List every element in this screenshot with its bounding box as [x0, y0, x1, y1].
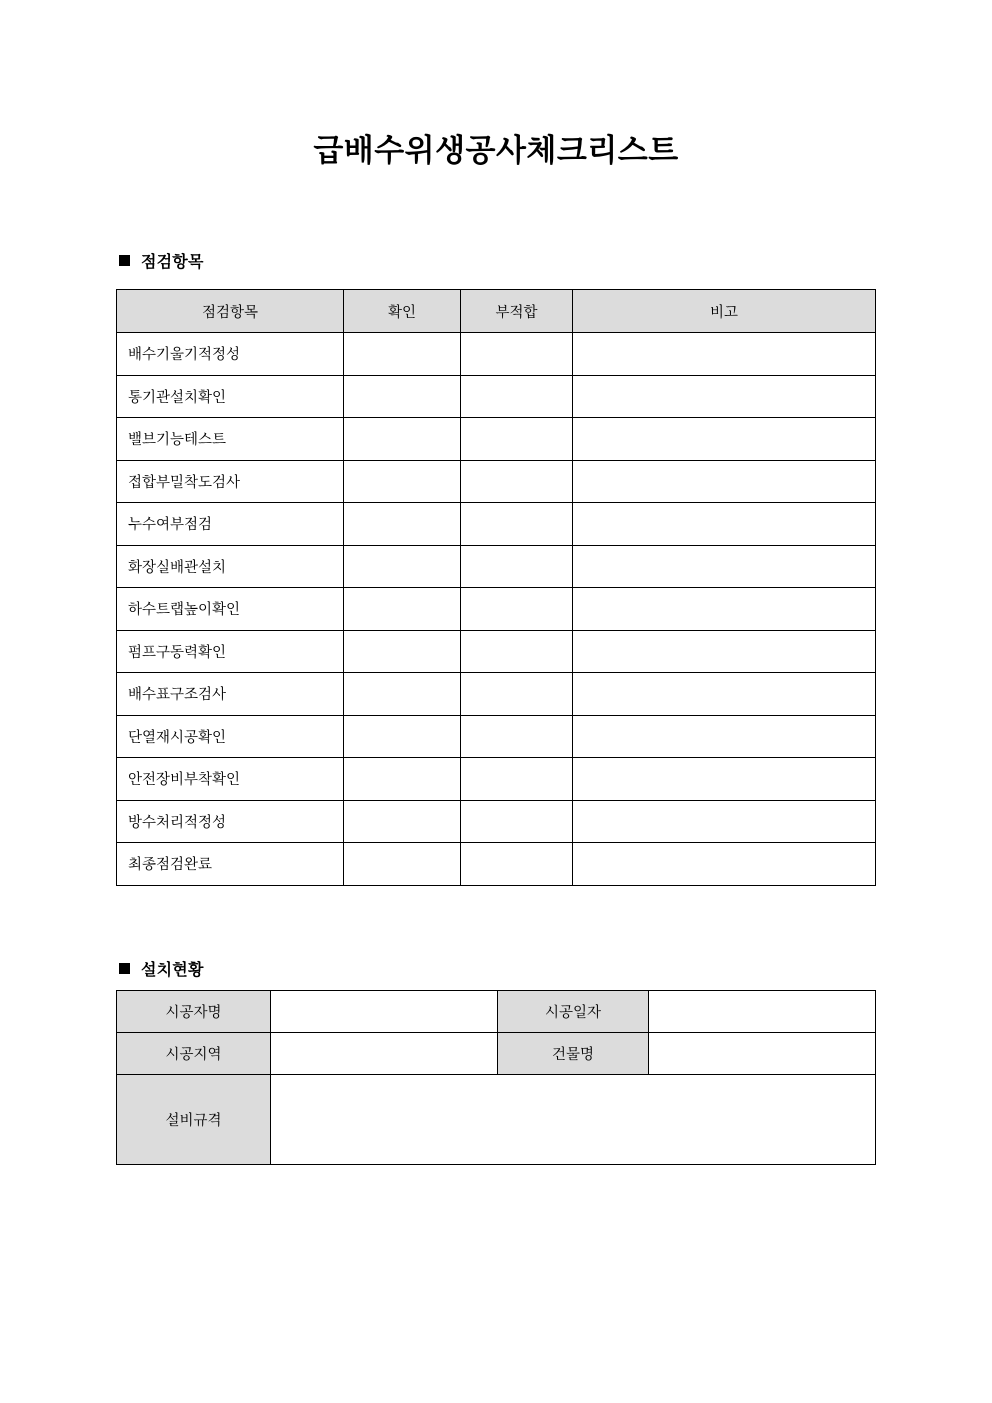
fail-field[interactable] [461, 503, 573, 546]
note-field[interactable] [573, 673, 876, 716]
check-field[interactable] [344, 375, 461, 418]
inspection-item-label: 하수트랩높이확인 [117, 588, 344, 631]
table-row [117, 460, 876, 503]
equipment-spec-label: 설비규격 [117, 1075, 271, 1165]
column-header-note: 비고 [573, 290, 876, 333]
check-field[interactable] [344, 418, 461, 461]
table-row [117, 375, 876, 418]
building-name-field[interactable] [649, 1033, 876, 1075]
note-field[interactable] [573, 503, 876, 546]
table-row [117, 673, 876, 716]
note-field[interactable] [573, 375, 876, 418]
table-row [117, 800, 876, 843]
table-row [117, 843, 876, 886]
inspection-item-label: 누수여부점검 [117, 503, 344, 546]
check-field[interactable] [344, 715, 461, 758]
check-field[interactable] [344, 588, 461, 631]
inspection-item-label: 밸브기능테스트 [117, 418, 344, 461]
check-field[interactable] [344, 460, 461, 503]
note-field[interactable] [573, 460, 876, 503]
work-date-label: 시공일자 [498, 991, 649, 1033]
note-field[interactable] [573, 715, 876, 758]
table-row [117, 758, 876, 801]
table-row [117, 545, 876, 588]
fail-field[interactable] [461, 588, 573, 631]
table-row [117, 588, 876, 631]
filled-square-bullet-icon [119, 963, 130, 974]
table-row [117, 1033, 876, 1075]
fail-field[interactable] [461, 758, 573, 801]
fail-field[interactable] [461, 460, 573, 503]
builder-name-field[interactable] [271, 991, 498, 1033]
inspection-item-label: 최종점검완료 [117, 843, 344, 886]
fail-field[interactable] [461, 843, 573, 886]
check-field[interactable] [344, 758, 461, 801]
column-header-check: 확인 [344, 290, 461, 333]
check-field[interactable] [344, 503, 461, 546]
fail-field[interactable] [461, 630, 573, 673]
note-field[interactable] [573, 545, 876, 588]
inspection-item-label: 방수처리적정성 [117, 800, 344, 843]
check-field[interactable] [344, 843, 461, 886]
section-heading-install-status-label: 설치현황 [141, 960, 204, 979]
equipment-spec-field[interactable] [271, 1075, 876, 1165]
inspection-item-label: 화장실배관설치 [117, 545, 344, 588]
table-row [117, 418, 876, 461]
note-field[interactable] [573, 843, 876, 886]
page-title: 급배수위생공사체크리스트 [313, 133, 679, 169]
inspection-item-label: 배수표구조검사 [117, 673, 344, 716]
check-field[interactable] [344, 545, 461, 588]
fail-field[interactable] [461, 800, 573, 843]
work-date-field[interactable] [649, 991, 876, 1033]
fail-field[interactable] [461, 673, 573, 716]
table-row [117, 630, 876, 673]
fail-field[interactable] [461, 418, 573, 461]
inspection-item-label: 안전장비부착확인 [117, 758, 344, 801]
table-row [117, 715, 876, 758]
fail-field[interactable] [461, 333, 573, 376]
note-field[interactable] [573, 800, 876, 843]
note-field[interactable] [573, 630, 876, 673]
table-row [117, 333, 876, 376]
inspection-item-label: 배수기울기적정성 [117, 333, 344, 376]
check-field[interactable] [344, 673, 461, 716]
inspection-item-label: 접합부밀착도검사 [117, 460, 344, 503]
fail-field[interactable] [461, 545, 573, 588]
builder-name-label: 시공자명 [117, 991, 271, 1033]
column-header-fail: 부적합 [461, 290, 573, 333]
note-field[interactable] [573, 418, 876, 461]
inspection-items-table [116, 289, 876, 886]
table-header-row [117, 290, 876, 333]
inspection-item-label: 단열재시공확인 [117, 715, 344, 758]
inspection-item-label: 펌프구동력확인 [117, 630, 344, 673]
building-name-label: 건물명 [498, 1033, 649, 1075]
fail-field[interactable] [461, 715, 573, 758]
check-field[interactable] [344, 630, 461, 673]
filled-square-bullet-icon [119, 255, 130, 266]
table-row [117, 991, 876, 1033]
install-status-table [116, 990, 876, 1165]
fail-field[interactable] [461, 375, 573, 418]
work-area-field[interactable] [271, 1033, 498, 1075]
table-row [117, 503, 876, 546]
check-field[interactable] [344, 333, 461, 376]
section-heading-inspection [119, 249, 204, 272]
check-field[interactable] [344, 800, 461, 843]
note-field[interactable] [573, 758, 876, 801]
table-row [117, 1075, 876, 1165]
section-heading-inspection-label: 점검항목 [141, 252, 204, 271]
work-area-label: 시공지역 [117, 1033, 271, 1075]
inspection-item-label: 통기관설치확인 [117, 375, 344, 418]
column-header-item: 점검항목 [117, 290, 344, 333]
section-heading-install-status [119, 957, 204, 980]
note-field[interactable] [573, 333, 876, 376]
note-field[interactable] [573, 588, 876, 631]
